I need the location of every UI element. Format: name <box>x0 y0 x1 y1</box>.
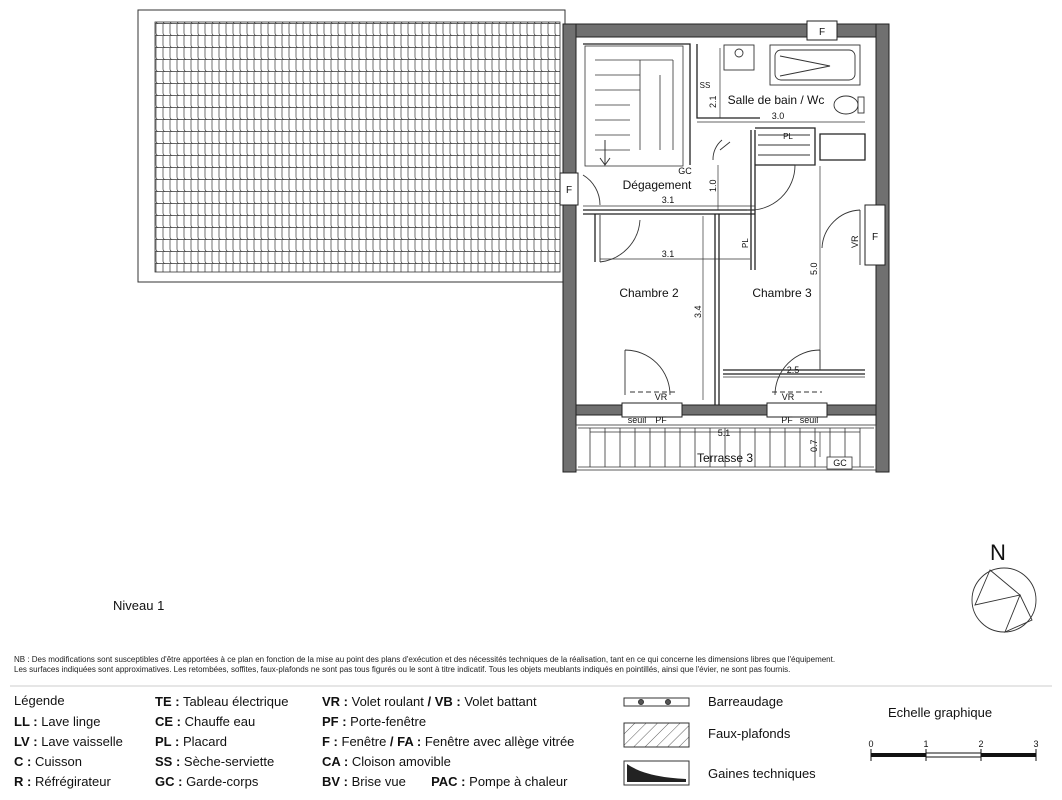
legend-col-2 <box>155 692 288 792</box>
technical-duct-icon <box>624 761 689 785</box>
legend-item: C : Cuisson <box>14 754 82 769</box>
legend-item: TE : Tableau électrique <box>155 694 289 709</box>
dim-bath-height: 2.1 <box>708 95 718 108</box>
disclaimer-note <box>14 655 1049 675</box>
tag-window-left: F <box>565 185 573 196</box>
legend-col-1 <box>14 712 123 792</box>
tag-shutter-right: VR <box>850 235 860 248</box>
legend-item: BV : Brise vue PAC : Pompe à chaleur <box>322 774 568 789</box>
room-bathroom: Salle de bain / Wc <box>727 93 825 107</box>
note-line-2: Les surfaces indiquées sont approximatives. Les retombées, soffites, faux-plafonds ne sont pas tous figurés ou le sont à titre indicatif. Tous les objets meublants indiqués en pointillés, ainsi que l'évier, ne sont pas fournis. <box>14 665 791 674</box>
tag-french-door-bed2: PF <box>655 415 667 425</box>
scale-tick-3: 3 <box>1033 739 1039 749</box>
legend-item: CE : Chauffe eau <box>155 714 256 729</box>
legend-item: R : Réfrégirateur <box>14 774 111 789</box>
legend-item: CA : Cloison amovible <box>322 754 451 769</box>
room-bedroom-2: Chambre 2 <box>619 286 679 300</box>
tag-closet-bath: PL <box>783 132 793 141</box>
roof <box>138 10 565 282</box>
dim-terrace-width: 5.1 <box>717 428 731 438</box>
dimension-lines <box>583 48 865 457</box>
legend-item: VR : Volet roulant / VB : Volet battant <box>322 694 537 709</box>
legend-item: GC : Garde-corps <box>155 774 259 789</box>
scale-tick-1: 1 <box>923 739 929 749</box>
room-bedroom-3: Chambre 3 <box>752 286 812 300</box>
staircase <box>585 46 683 166</box>
railing-icon <box>624 698 689 706</box>
dim-bed3-width: 2.5 <box>786 365 800 375</box>
tag-sill-bed3: seuil <box>799 415 819 425</box>
legend-item: F : Fenêtre / FA : Fenêtre avec allège vitrée <box>322 734 575 749</box>
dim-bed2-height: 3.4 <box>693 305 703 318</box>
level-label: Niveau 1 <box>113 598 165 613</box>
tag-guardrail-terrace: GC <box>833 458 847 468</box>
exterior-walls <box>563 24 889 472</box>
dim-bed3-height: 5.0 <box>809 262 819 275</box>
tag-sill-bed2: seuil <box>627 415 647 425</box>
legend-ducts-label: Gaines techniques <box>708 766 816 781</box>
dim-bath-width: 3.0 <box>771 111 785 121</box>
tag-guardrail-landing: GC <box>678 166 692 176</box>
legend-item: PF : Porte-fenêtre <box>322 714 427 729</box>
legend-false-ceiling-label: Faux-plafonds <box>708 726 791 741</box>
dim-landing-height: 1.0 <box>708 179 718 192</box>
dim-landing-width: 3.1 <box>661 195 675 205</box>
scale-tick-2: 2 <box>978 739 984 749</box>
tag-window-top: F <box>818 27 826 38</box>
dim-bed2-width: 3.1 <box>661 249 675 259</box>
room-landing: Dégagement <box>622 178 692 192</box>
legend-railing-label: Barreaudage <box>708 694 784 709</box>
scale-tick-0: 0 <box>868 739 874 749</box>
scale-title: Echelle graphique <box>888 705 993 720</box>
tag-towel-dryer: SS <box>699 81 711 90</box>
legend-title: Légende <box>14 693 65 708</box>
tag-shutter-bed3: VR <box>781 392 795 402</box>
dim-terrace-height: 0.7 <box>809 439 819 452</box>
compass-rose <box>972 568 1036 632</box>
compass-north: N <box>990 540 1006 565</box>
legend-item: LV : Lave vaisselle <box>14 734 123 749</box>
note-line-1: NB : Des modifications sont susceptibles d'être apportées à ce plan en fonction de la mise au point des plans d'exécution et des nécessités techniques de la réalisation, tant en ce qui concerne les dimensions libres que l'équipement. <box>14 655 836 664</box>
tag-shutter-bed2: VR <box>654 392 668 402</box>
tag-closet-landing: PL <box>741 238 750 248</box>
tag-window-right: F <box>871 232 879 243</box>
graphic-scale <box>871 749 1036 761</box>
false-ceiling-icon <box>624 723 689 747</box>
room-terrace: Terrasse 3 <box>696 451 754 465</box>
legend-item: LL : Lave linge <box>14 714 101 729</box>
legend-item: PL : Placard <box>155 734 228 749</box>
tag-french-door-bed3: PF <box>781 415 793 425</box>
legend-col-3 <box>322 692 574 792</box>
legend-item: SS : Sèche-serviette <box>155 754 275 769</box>
